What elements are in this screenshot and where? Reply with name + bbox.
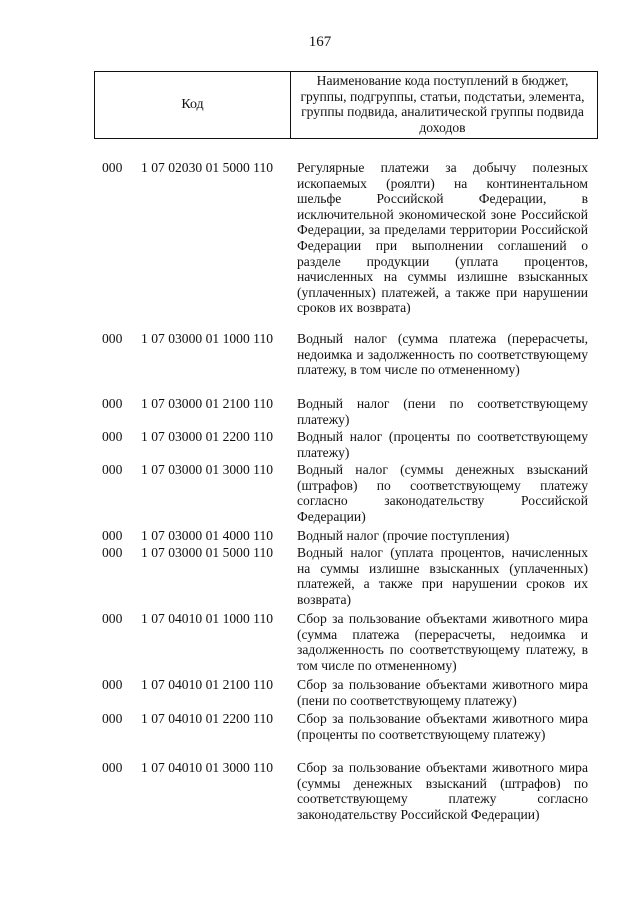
revenue-name: Сбор за пользование объектами животного мира (проценты по соответствующему платежу) bbox=[297, 711, 588, 742]
admin-code: 000 bbox=[102, 711, 123, 726]
code-column-header: Код bbox=[181, 97, 204, 112]
revenue-code: 1 07 04010 01 2100 110 bbox=[141, 677, 274, 692]
page-number: 167 bbox=[308, 34, 332, 50]
admin-code: 000 bbox=[102, 331, 123, 346]
admin-code: 000 bbox=[102, 545, 123, 560]
admin-code: 000 bbox=[102, 760, 123, 775]
table-header bbox=[94, 71, 598, 139]
revenue-name: Водный налог (уплата процентов, начисленных на суммы излишне взысканных (уплаченных) платежей, а также при нарушении сроков их возврата) bbox=[297, 545, 588, 607]
revenue-code: 1 07 04010 01 2200 110 bbox=[141, 711, 274, 726]
revenue-name: Водный налог (пени по соответствующему платежу) bbox=[297, 396, 588, 427]
revenue-code: 1 07 04010 01 3000 110 bbox=[141, 760, 274, 775]
admin-code: 000 bbox=[102, 677, 123, 692]
revenue-name: Водный налог (сумма платежа (перерасчеты, недоимка и задолженность по соответствующему платежу, в том числе по отмененному) bbox=[297, 331, 588, 378]
revenue-name: Регулярные платежи за добычу полезных ископаемых (роялти) на континентальном шельфе Российской Федерации, в исключительной экономической зоне Российской Федерации, за пределами территории Российской Федерации при выполнении соглашений о разделе продукции (уплата процентов, начисленных на суммы излишне взысканных (уплаченных) платежей, а также при нарушении сроков их возврата) bbox=[297, 160, 588, 316]
admin-code: 000 bbox=[102, 429, 123, 444]
revenue-name: Водный налог (прочие поступления) bbox=[297, 528, 510, 543]
revenue-name: Сбор за пользование объектами животного мира (суммы денежных взысканий (штрафов) по соответствующему платежу согласно законодательству Российской Федерации) bbox=[297, 760, 588, 822]
revenue-code: 1 07 03000 01 2200 110 bbox=[141, 429, 274, 444]
admin-code: 000 bbox=[102, 611, 123, 626]
revenue-name: Сбор за пользование объектами животного мира (пени по соответствующему платежу) bbox=[297, 677, 588, 708]
revenue-name: Водный налог (проценты по соответствующему платежу) bbox=[297, 429, 588, 460]
revenue-code: 1 07 03000 01 4000 110 bbox=[141, 528, 274, 543]
revenue-code: 1 07 04010 01 1000 110 bbox=[141, 611, 274, 626]
revenue-code: 1 07 03000 01 5000 110 bbox=[141, 545, 274, 560]
admin-code: 000 bbox=[102, 462, 123, 477]
revenue-code: 1 07 02030 01 5000 110 bbox=[141, 160, 274, 175]
revenue-name: Водный налог (суммы денежных взысканий (штрафов) по соответствующему платежу согласно законодательству Российской Федерации) bbox=[297, 462, 588, 524]
admin-code: 000 bbox=[102, 396, 123, 411]
revenue-name: Сбор за пользование объектами животного мира (сумма платежа (перерасчеты, недоимка и задолженность по соответствующему платежу, в том числе по отмененному) bbox=[297, 611, 588, 673]
revenue-code: 1 07 03000 01 1000 110 bbox=[141, 331, 274, 346]
admin-code: 000 bbox=[102, 528, 123, 543]
admin-code: 000 bbox=[102, 160, 123, 175]
header-divider bbox=[290, 72, 291, 138]
revenue-code: 1 07 03000 01 2100 110 bbox=[141, 396, 274, 411]
name-column-header: Наименование кода поступлений в бюджет, группы, подгруппы, статьи, подстатьи, элемента, группы подвида, аналитической группы подвида доходов bbox=[300, 73, 585, 135]
revenue-code: 1 07 03000 01 3000 110 bbox=[141, 462, 274, 477]
